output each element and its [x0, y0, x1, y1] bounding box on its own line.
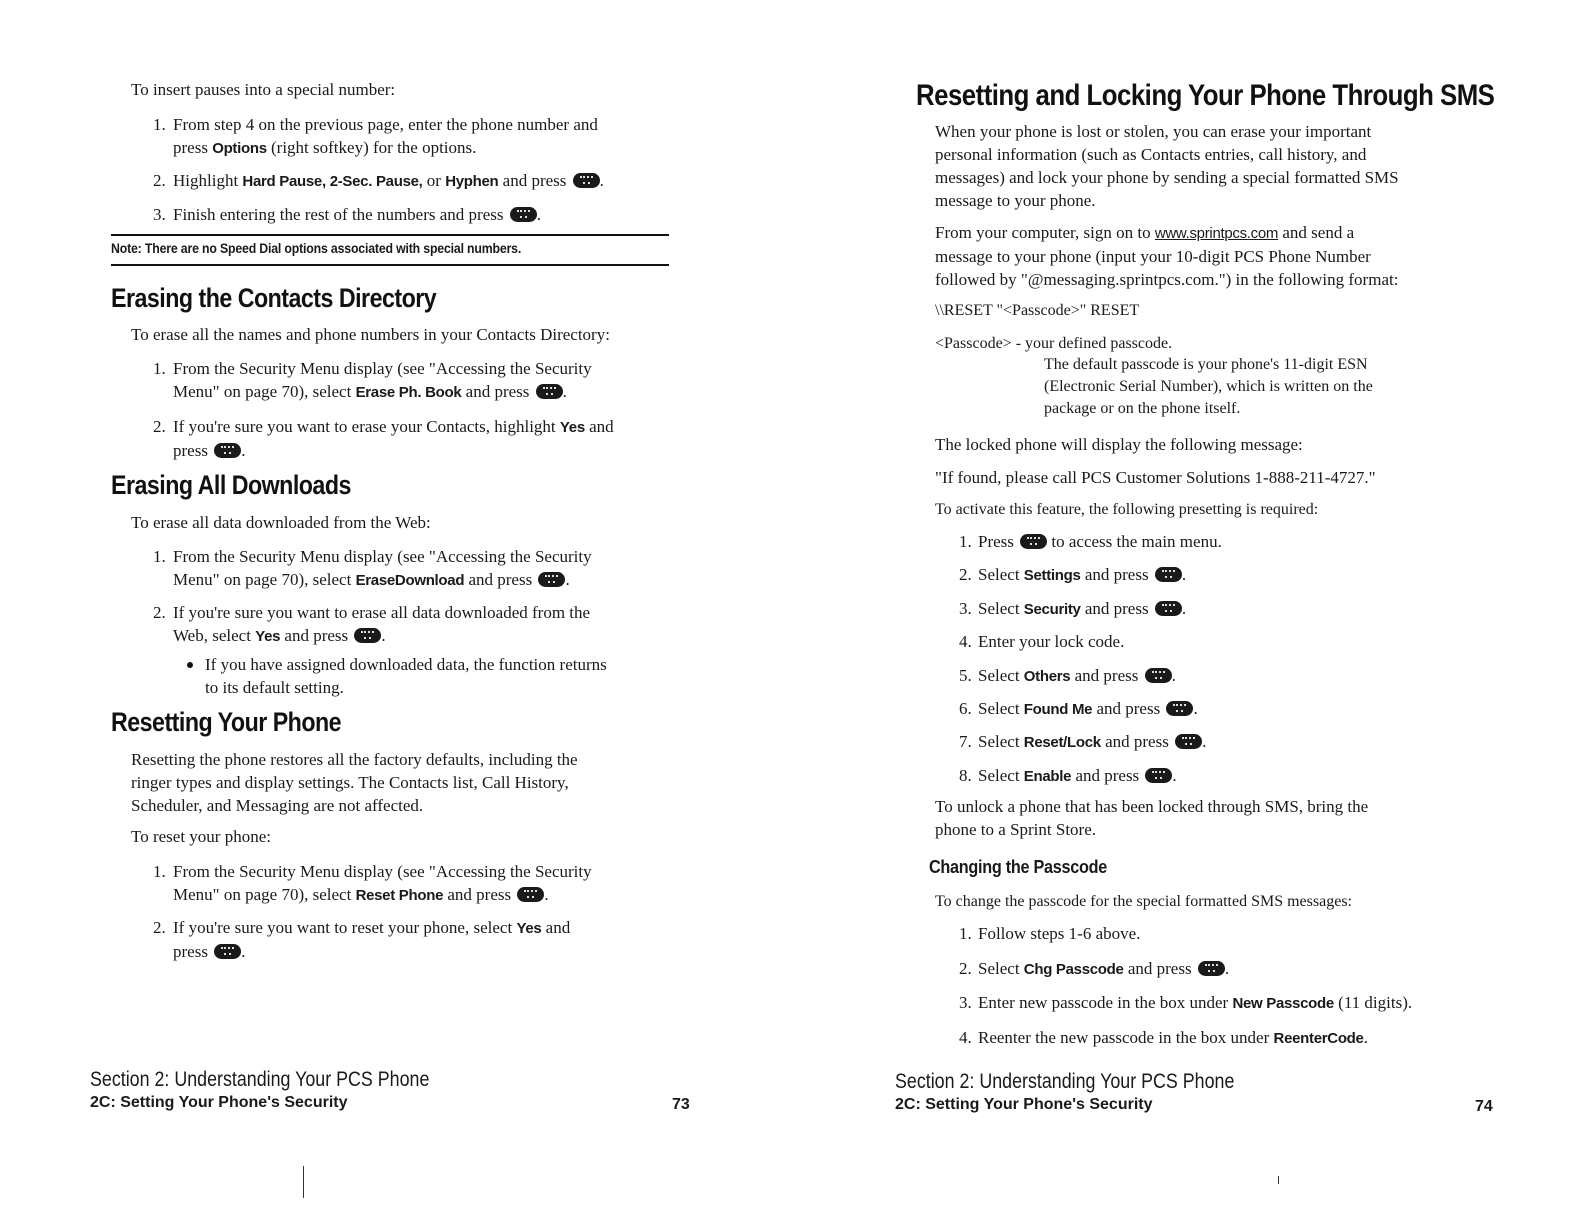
step-text: Enter your lock code.: [978, 632, 1125, 652]
page-number: 74: [1475, 1098, 1493, 1115]
step-number: 7.: [959, 732, 972, 752]
reset-intro: To reset your phone:: [131, 827, 271, 846]
erase-contacts-step-1: From the Security Menu display (see "Accessing the Security Menu" on page 70), select Erase Ph. Book and press .: [173, 359, 592, 401]
menu-ok-key-icon: [1198, 961, 1225, 976]
heading-erasing-downloads: Erasing All Downloads: [111, 470, 351, 500]
erase-downloads-step-1-num: 1.: [153, 547, 166, 566]
pause-step-1: 1.: [153, 115, 166, 134]
heading-changing-passcode: Changing the Passcode: [929, 857, 1107, 877]
step-keyword: Chg Passcode: [1023, 960, 1124, 978]
pause-step-2-text: Highlight Hard Pause, 2-Sec. Pause, or Hyphen and press .: [173, 171, 604, 190]
step-text: Enter new passcode in the box under New Passcode (11 digits).: [978, 993, 1413, 1012]
step-keyword: New Passcode: [1232, 995, 1334, 1012]
crop-mark: [303, 1166, 304, 1198]
step-number: 2.: [959, 565, 972, 585]
menu-ok-key-icon: [538, 572, 565, 587]
menu-ok-key-icon: [354, 628, 381, 643]
step-text: Select Enable and press .: [978, 765, 1177, 785]
pause-step-3-text: Finish entering the rest of the numbers and press .: [173, 205, 541, 224]
sms-format-line: \\RESET "<Passcode>" RESET: [935, 302, 1140, 319]
pause-step-1-text: From step 4 on the previous page, enter the phone number and press Options (right softkey) for the options.: [173, 115, 598, 157]
step-text: Press to access the main menu.: [978, 532, 1222, 551]
step-text: Follow steps 1-6 above.: [978, 924, 1141, 943]
note: Note: There are no Speed Dial options associated with special numbers.: [111, 240, 522, 256]
pause-step-3: 3.: [153, 205, 166, 224]
step-number: 5.: [959, 665, 972, 685]
sms-intro-paragraph: When your phone is lost or stolen, you can erase your important personal information (such as Contacts entries, call history, and messages) and lock your phone by sending a special formatted SMS message to your phone.: [935, 122, 1399, 210]
sprintpcs-link[interactable]: www.sprintpcs.com: [1154, 225, 1279, 242]
step-keyword: ReenterCode: [1273, 1029, 1364, 1047]
step-keyword: Security: [1023, 600, 1081, 618]
page-74: [792, 0, 1584, 1224]
step-keyword: Found Me: [1023, 701, 1093, 718]
locked-intro: The locked phone will display the following message:: [935, 435, 1303, 454]
bullet-icon: [187, 662, 193, 668]
step-number: 1.: [959, 532, 972, 551]
pause-step-2: 2.: [153, 171, 166, 190]
step-text: Select Others and press .: [978, 665, 1176, 685]
reset-step-2: If you're sure you want to reset your phone, select Yes and press .: [173, 918, 571, 961]
erase-contacts-step-2: If you're sure you want to erase your Contacts, highlight Yes and press .: [173, 417, 614, 460]
menu-ok-key-icon: [536, 384, 563, 399]
step-text: Select Chg Passcode and press .: [978, 958, 1230, 978]
step-keyword: Reset/Lock: [1023, 734, 1101, 752]
step-number: 3.: [959, 598, 972, 618]
crop-mark: [1278, 1176, 1279, 1184]
footer-subsection: 2C: Setting Your Phone's Security: [90, 1094, 348, 1111]
menu-ok-key-icon: [517, 887, 544, 902]
menu-ok-key-icon: [214, 443, 241, 458]
pause-intro: To insert pauses into a special number:: [131, 80, 396, 99]
footer-section: Section 2: Understanding Your PCS Phone: [895, 1070, 1235, 1093]
step-number: 3.: [959, 993, 972, 1012]
reset-step-1: From the Security Menu display (see "Accessing the Security Menu" on page 70), select Reset Phone and press .: [173, 862, 592, 904]
erase-downloads-intro: To erase all data downloaded from the Web:: [131, 513, 431, 532]
step-keyword: Settings: [1023, 567, 1081, 585]
reset-step-1-num: 1.: [153, 862, 166, 881]
passcode-line: <Passcode> - your defined passcode.: [935, 335, 1173, 352]
reset-paragraph: Resetting the phone restores all the factory defaults, including the ringer types and display settings. The Contacts list, Call History, Scheduler, and Messaging are not affected.: [131, 750, 578, 815]
step-text: Reenter the new passcode in the box under ReenterCode.: [978, 1027, 1368, 1047]
menu-ok-key-icon: [573, 173, 600, 188]
heading-erasing-contacts: Erasing the Contacts Directory: [111, 283, 437, 313]
step-text: Select Security and press .: [978, 598, 1187, 618]
menu-ok-key-icon: [510, 207, 537, 222]
erase-contacts-intro: To erase all the names and phone numbers in your Contacts Directory:: [131, 325, 610, 344]
menu-ok-key-icon: [1145, 768, 1172, 783]
erase-contacts-step-1-num: 1.: [153, 359, 166, 378]
step-text: Select Settings and press .: [978, 565, 1187, 585]
passcode-description: The default passcode is your phone's 11-digit ESN (Electronic Serial Number), which is written on the package or on the phone itself.: [1044, 356, 1373, 417]
menu-ok-key-icon: [1166, 701, 1193, 716]
step-text: Select Found Me and press .: [978, 699, 1198, 718]
menu-ok-key-icon: [1155, 601, 1182, 616]
erase-downloads-step-1: From the Security Menu display (see "Accessing the Security Menu" on page 70), select EraseDownload and press .: [173, 547, 592, 589]
note-rule-bottom: [111, 264, 669, 266]
erase-downloads-bullet: If you have assigned downloaded data, the function returns to its default setting.: [205, 655, 607, 697]
heading-resetting-locking-sms: Resetting and Locking Your Phone Through SMS: [916, 79, 1495, 112]
step-keyword: Enable: [1023, 767, 1072, 785]
note-rule-top: [111, 234, 669, 236]
menu-ok-key-icon: [1020, 534, 1047, 549]
menu-ok-key-icon: [1145, 668, 1172, 683]
menu-ok-key-icon: [214, 944, 241, 959]
footer-section: Section 2: Understanding Your PCS Phone: [90, 1068, 430, 1091]
erase-contacts-step-2-num: 2.: [153, 417, 166, 436]
footer-subsection: 2C: Setting Your Phone's Security: [895, 1096, 1153, 1113]
page-number: 73: [672, 1096, 690, 1113]
step-text: Select Reset/Lock and press .: [978, 732, 1207, 752]
erase-downloads-step-2: If you're sure you want to erase all data downloaded from the Web, select Yes and press .: [173, 603, 591, 645]
menu-ok-key-icon: [1155, 567, 1182, 582]
reset-step-2-num: 2.: [153, 918, 166, 937]
erase-downloads-step-2-num: 2.: [153, 603, 166, 622]
locked-message: "If found, please call PCS Customer Solutions 1-888-211-4727.": [935, 468, 1376, 487]
step-number: 4.: [959, 632, 972, 652]
unlock-paragraph: To unlock a phone that has been locked through SMS, bring the phone to a Sprint Store.: [935, 797, 1369, 839]
step-number: 4.: [959, 1027, 972, 1047]
activate-intro: To activate this feature, the following presetting is required:: [935, 501, 1319, 518]
step-number: 6.: [959, 699, 972, 718]
step-keyword: Others: [1023, 667, 1071, 685]
change-intro: To change the passcode for the special formatted SMS messages:: [935, 893, 1352, 910]
keyword-options: Options: [212, 140, 267, 157]
menu-ok-key-icon: [1175, 734, 1202, 749]
step-number: 1.: [959, 924, 972, 943]
sms-format-paragraph: From your computer, sign on to www.sprintpcs.com and send a message to your phone (input your 10-digit PCS Phone Number followed by "@messaging.sprintpcs.com.") in the following format:: [935, 223, 1399, 289]
heading-resetting-phone: Resetting Your Phone: [111, 707, 342, 737]
step-number: 8.: [959, 765, 972, 785]
step-number: 2.: [959, 958, 972, 978]
